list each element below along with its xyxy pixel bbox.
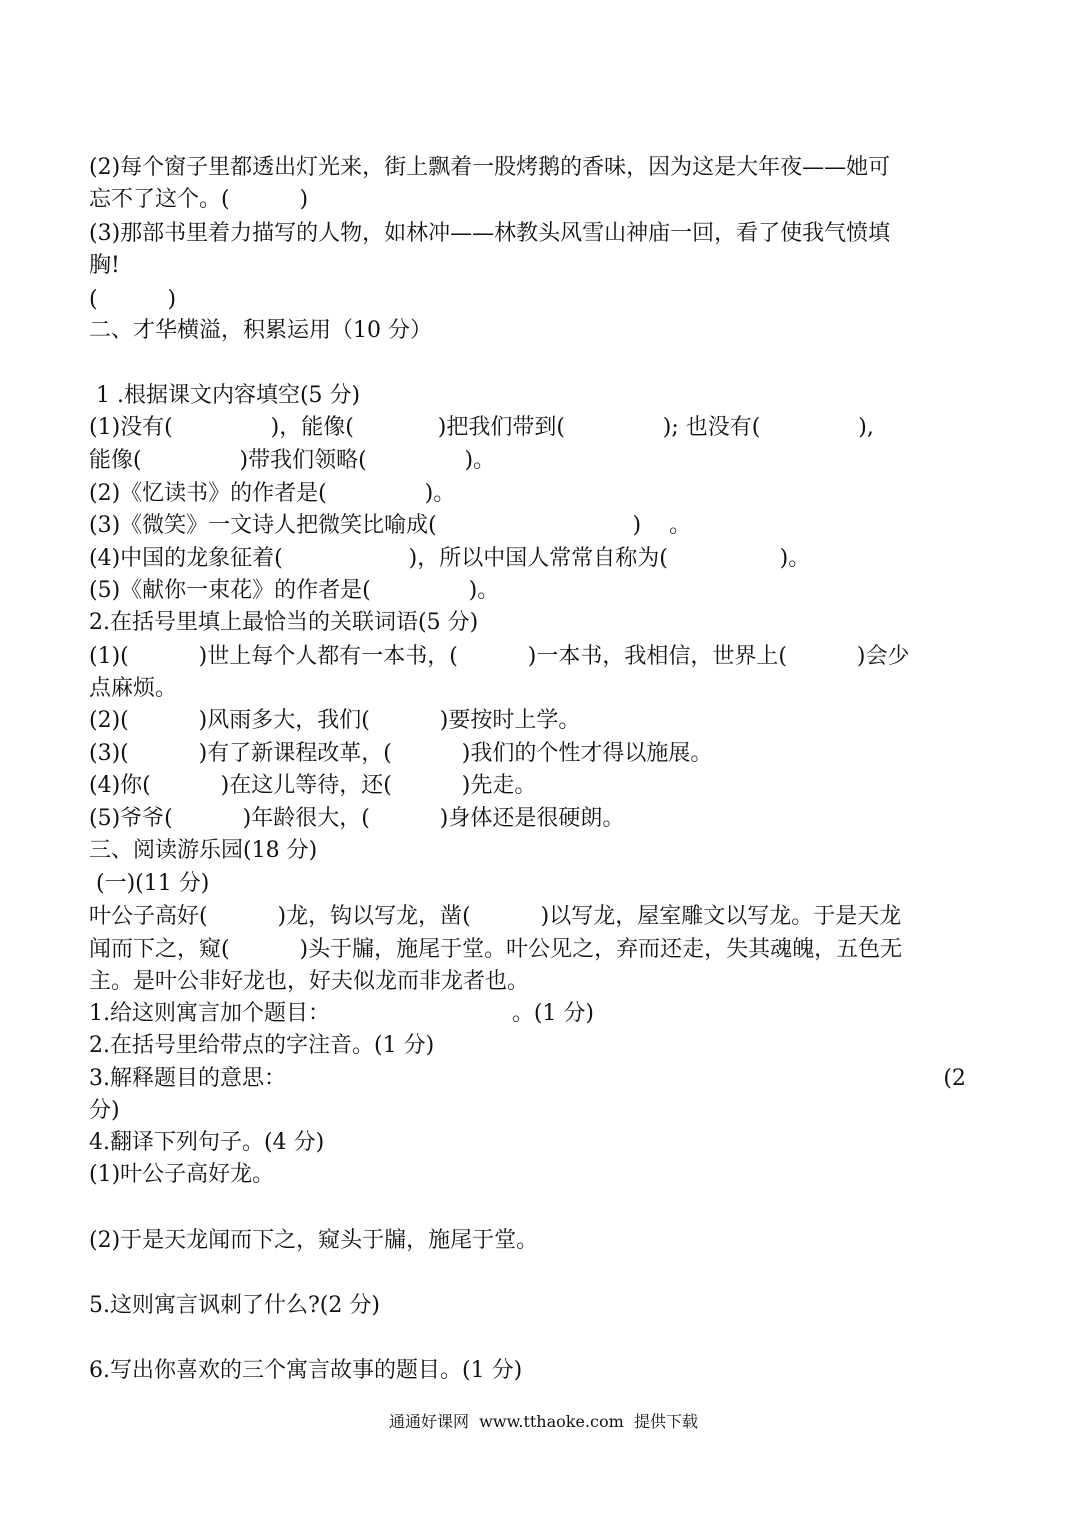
text-line: (1)没有( )，能像( )把我们带到( ); 也没有( ), [89, 415, 874, 440]
text-line: (2)《忆读书》的作者是( )。 [89, 481, 456, 506]
question-heading: 2.在括号里填上最恰当的关联词语(5 分) [89, 610, 479, 635]
question-heading: 1 .根据课文内容填空(5 分) [89, 383, 361, 408]
question-item: 1.给这则寓言加个题目： 。(1 分) [89, 1001, 594, 1026]
section-heading: 三、阅读游乐园(18 分) [89, 838, 318, 863]
question-item: 4.翻译下列句子。(4 分) [89, 1130, 325, 1155]
passage-line: 主。是叶公非好龙也，好夫似龙而非龙者也。 [89, 969, 530, 994]
text-line: (4)中国的龙象征着( )，所以中国人常常自称为( )。 [89, 546, 811, 571]
text-line: (2)( )风雨多大，我们( )要按时上学。 [89, 708, 581, 733]
text-line: (3)《微笑》一文诗人把微笑比喻成( ) 。 [89, 513, 692, 538]
text-line: ( ) [89, 287, 177, 312]
text-line: (1)叶公子高好龙。 [89, 1162, 275, 1187]
text-line: (4)你( )在这儿等待，还( )先走。 [89, 773, 537, 798]
text-line: 点麻烦。 [89, 676, 178, 701]
question-item: 3.解释题目的意思： (2 [89, 1066, 966, 1091]
text-line: (2)每个窗子里都透出灯光来，街上飘着一股烤鹅的香味，因为这是大年夜——她可 [89, 155, 891, 180]
text-line: 忘不了这个。( ) [89, 187, 309, 212]
text-line: (3)( )有了新课程改革，( )我们的个性才得以施展。 [89, 741, 713, 766]
question-item: 6.写出你喜欢的三个寓言故事的题目。(1 分) [89, 1358, 523, 1383]
text-line: (5)《献你一束花》的作者是( )。 [89, 578, 500, 603]
text-line: (3)那部书里着力描写的人物，如林冲——林教头风雪山神庙一回，看了使我气愤填 [89, 221, 891, 246]
question-item: 5.这则寓言讽刺了什么?(2 分) [89, 1293, 380, 1318]
text-line: 能像( )带我们领略( )。 [89, 448, 496, 473]
text-line: (2)于是天龙闻而下之，窥头于牖，施尾于堂。 [89, 1228, 539, 1253]
page-footer: 通通好课网 www.tthaoke.com 提供下载 [389, 1412, 698, 1431]
text-line: (5)爷爷( )年龄很大，( )身体还是很硬朗。 [89, 806, 625, 831]
text-line: 分) [89, 1098, 120, 1123]
text-line: (1)( )世上每个人都有一本书，( )一本书，我相信，世界上( )会少 [89, 644, 910, 669]
text-line: 胸! [89, 253, 120, 278]
passage-line: 闻而下之，窥( )头于牖，施尾于堂。叶公见之，弃而还走，失其魂魄，五色无 [89, 937, 903, 962]
section-heading: 二、才华横溢，积累运用（10 分） [89, 318, 432, 343]
question-item: 2.在括号里给带点的字注音。(1 分) [89, 1033, 435, 1058]
passage-line: 叶公子高好( )龙，钩以写龙，凿( )以写龙，屋室雕文以写龙。于是天龙 [89, 904, 902, 929]
subsection-heading: (一)(11 分) [89, 871, 210, 896]
